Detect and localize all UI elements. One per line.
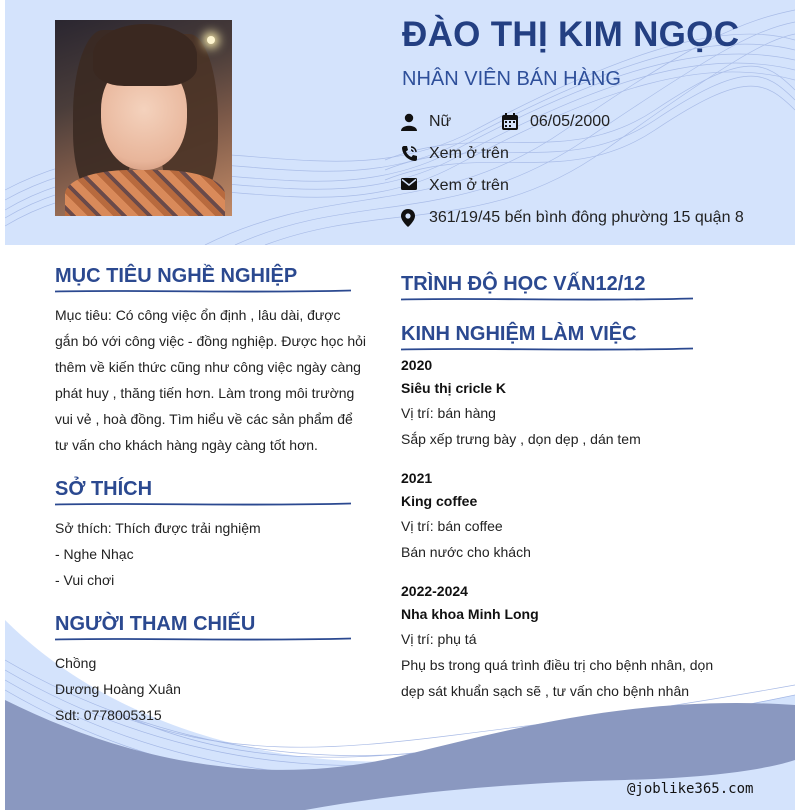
objective-text bbox=[55, 302, 367, 458]
experience-year: 2020 bbox=[401, 357, 433, 373]
experience-underline bbox=[401, 346, 693, 352]
objective-line: thêm về kiến thức cũng như công việc ngày càng bbox=[55, 359, 361, 375]
hobby-line: - Vui chơi bbox=[55, 572, 115, 588]
objective-line: tư vấn cho khách hàng ngày càng tốt hơn. bbox=[55, 437, 318, 453]
experience-description: dẹp sát khuẩn sạch sẽ , tư vấn cho bệnh nhân bbox=[401, 683, 690, 699]
reference-line: Sdt: 0778005315 bbox=[55, 707, 162, 723]
address-row bbox=[401, 209, 744, 227]
education-title: TRÌNH ĐỘ HỌC VẤN12/12 bbox=[401, 273, 646, 295]
email-icon bbox=[401, 177, 419, 195]
hobby-line: Sở thích: Thích được trải nghiệm bbox=[55, 520, 261, 536]
experience-year: 2021 bbox=[401, 470, 433, 486]
objective-line: vui vẻ , hoà đồng. Tìm hiểu về các sản phẩm để bbox=[55, 411, 353, 427]
hobbies-text bbox=[55, 515, 361, 593]
experience-description: Phụ bs trong quá trình điều trị cho bệnh nhân, dọn bbox=[401, 657, 714, 673]
experience-item bbox=[401, 354, 741, 452]
hobbies-title: SỞ THÍCH bbox=[55, 478, 153, 500]
objective-title: MỤC TIÊU NGHỀ NGHIỆP bbox=[55, 265, 298, 287]
footer-credit: @joblike365.com bbox=[627, 781, 754, 797]
experience-company: King coffee bbox=[401, 493, 478, 509]
experience-description: Sắp xếp trưng bày , dọn dẹp , dán tem bbox=[401, 431, 641, 447]
header-band bbox=[5, 0, 795, 245]
objective-underline bbox=[55, 288, 351, 294]
cv-page bbox=[5, 0, 795, 810]
birthdate-value: 06/05/2000 bbox=[530, 113, 611, 130]
references-text bbox=[55, 650, 361, 728]
experience-company: Nha khoa Minh Long bbox=[401, 606, 539, 622]
experience-position: Vị trí: bán coffee bbox=[401, 518, 503, 534]
objective-line: gắn bó với công việc - đồng nghiệp. Được học hỏi bbox=[55, 333, 367, 349]
email-row bbox=[401, 177, 509, 195]
experience-title: KINH NGHIỆM LÀM VIỆC bbox=[401, 323, 637, 345]
references-underline bbox=[55, 636, 351, 642]
profile-photo bbox=[55, 20, 232, 216]
candidate-name: ĐÀO THỊ KIM NGỌC bbox=[402, 15, 740, 54]
experience-company: Siêu thị cricle K bbox=[401, 380, 507, 396]
experience-item bbox=[401, 580, 741, 704]
experience-description: Bán nước cho khách bbox=[401, 544, 531, 560]
hobbies-underline bbox=[55, 501, 351, 507]
birthdate-row bbox=[502, 113, 610, 131]
user-icon bbox=[401, 113, 419, 131]
objective-line: Mục tiêu: Có công việc ổn định , lâu dài, được bbox=[55, 307, 341, 323]
experience-position: Vị trí: bán hàng bbox=[401, 405, 496, 421]
location-icon bbox=[401, 209, 419, 227]
phone-icon bbox=[401, 145, 419, 163]
address-value: 361/19/45 bến bình đông phường 15 quận 8 bbox=[429, 209, 744, 226]
reference-line: Dương Hoàng Xuân bbox=[55, 681, 181, 697]
objective-line: phát huy , thăng tiến hơn. Làm trong môi trường bbox=[55, 385, 355, 401]
experience-item bbox=[401, 467, 741, 565]
experience-year: 2022-2024 bbox=[401, 583, 468, 599]
references-title: NGƯỜI THAM CHIẾU bbox=[55, 613, 256, 635]
email-value: Xem ở trên bbox=[429, 177, 509, 194]
phone-row bbox=[401, 145, 509, 163]
experience-position: Vị trí: phụ tá bbox=[401, 631, 477, 647]
calendar-icon bbox=[502, 113, 520, 131]
phone-value: Xem ở trên bbox=[429, 145, 509, 162]
candidate-job-title: NHÂN VIÊN BÁN HÀNG bbox=[402, 68, 621, 90]
education-underline bbox=[401, 296, 693, 302]
gender-row bbox=[401, 113, 451, 131]
hobby-line: - Nghe Nhạc bbox=[55, 546, 134, 562]
gender-value: Nữ bbox=[429, 113, 452, 130]
reference-line: Chồng bbox=[55, 655, 97, 671]
